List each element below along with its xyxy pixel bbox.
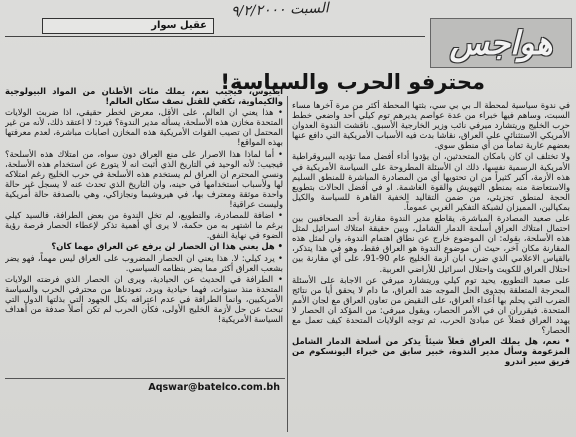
paragraph: • هل يعني هذا ان الحصار لن يرفع عن العراق مهما كان؟ bbox=[51, 241, 283, 252]
paragraph: • أما لماذا هذا الاصرار على منع العراق دون سواه، من امتلاك هذه الأسلحة؟ فيجيب: لأنه الوحيد في التاريخ الذي أثبت انه لا يتورع عن استخدام هذه الأسلحة، ونسي المحترم ان العراق لم يستخدم هذه الأسلحة في حرب الخليج رغم امتلاكه لها ولأسباب استخدامها في حينه، وان التاريخ الذي تحدث عنه لا يسجل غير حالة واحدة موثقة ومعترف بها، في هيروشيما ونجازاكي، وهي بالصدفة حالة أمريكية وليست عراقية! bbox=[5, 148, 283, 210]
right-text-column bbox=[292, 100, 570, 432]
author-email: Aqswar@batelco.com.bh bbox=[148, 382, 280, 393]
article-title: محترفو الحرب والسياسة! bbox=[220, 70, 485, 94]
paragraph: • الطرافة في الحديث عن الحيادية، ويرى ان الحصار الذي فرضته الولايات المتحدة منذ سنوات، فهما حيادية ويرد، تعودناها من محترفي الحرب والسياسة الأمريكيين، وانما الطرافة في عدم اعترافه بكل الجهود التي بذلتها الدول التي تبحث عن حل لأزمة الخليج الأولى، فكأن الحرب لم تكن أصلاً صدفة من أهداف السياسة الأمريكية! bbox=[5, 273, 283, 325]
email-divider bbox=[5, 378, 285, 379]
paragraph: ولا تختلف ان كان بامكان المتحدثين، ان يؤدوا أداء أفضل مما تؤديه البيروقراطية الأمريكية الرسمية نفسها، ذلك ان الأسئلة المطروحة على السياسة الأمريكية في هذه الأزمة، أكبر كثيراً من ان تحتويها أي من المصادرة المباشرة للمنطق السليم والاستعاضة منه بمنطق التهويش والقوة الغاشمة. او في أفضل الحالات بتطويع الحجة لمنطق تجزيئي، من ضمن التقاليد الخفية القاهرة للسياسة والكيل بمكيالين، المميزان لشبكة التفكير الغربي عموماً. bbox=[292, 151, 570, 212]
column-logo-box bbox=[430, 18, 572, 68]
paragraph: ايكيوس، فيجيب نعم، يملك مئات الأطنان من المواد البيولوجية والكيماوية، تكفي للقتل نصف سكان العالم! bbox=[5, 86, 283, 107]
paragraph: على صعيد التطويع، يحيد توم كيلي وريتشارد ميرفي عن الاجابة على الأسئلة المحرجة المتعلقة بجدوى الحل الموجه ضد العراق، ما دام لا يحقق أيا من نتائج الضرب التي يحلم بها أعداء العراق، على النقيض من تعاون العراق مع لجان الأمم المتحدة. فيقرران ان في الأمر الحصار، ويقول ميرفي: من المؤكد ان الحصار لا يهدد العراق فضلاً عن مبادئ الحرب، ثم توجه الولايات المتحدة كيف تعمل مع الحصار؟ bbox=[292, 274, 570, 336]
column-name: هواجس bbox=[449, 24, 553, 62]
paragraph: • اضافة للمصادرة، والتطويع، لم تخل الندوة من بعض الطرافة، فالسيد كيلي برغم ما اشتهر به من حكمة، لا يرى أي أهمية تذكر لإعطاء الحصار فرصة رؤية الضوء في نهاية النفق. bbox=[5, 210, 283, 241]
handwritten-date: السبت ٩/٢/٢٠٠٠ bbox=[230, 0, 330, 20]
paragraph: في ندوة سياسية لمحطة الـ بي بي سي، بثتها المحطة أكثر من مرة آخرها مساء السبت، وساهم فيها خبراء من عدة عواصم يديرهم توم كيلي أحد واضعي خطط حرب الخليج وريتشارد ميرفي نائب وزير الخارجية الأسبق. ناقشت الندوة العدوان الأمريكي الاستثنائي على العراق، نقاشا بدت فيه الأسباب الأمريكية التي دافع عنها بعضهم عارية تماماً من أي منطق سوي. bbox=[292, 100, 570, 151]
paragraph: • يرد كيلي: لا. هذا يعني ان الحصار المضروب على العراق ليس مهماً، فهو يضر بشعب العراق أكثر مما يضر بنظامه السياسي. bbox=[5, 252, 283, 273]
author-byline-box bbox=[42, 18, 214, 34]
column-divider bbox=[287, 96, 288, 432]
paragraph: • هذا يعني ان العالم، على الأقل، معرض لخطر حقيقي، اذا ضربت الولايات المتحدة مخازن هذه الأسلحة، يسأله مدير الندوة؟ فيرد: لا اعتقد ذلك، لأنه من غير المحتمل ان تصيب القوات الأمريكية هذه المخازن اصابات مباشرة، لعدم معرفتها بهذه المواقع! bbox=[5, 107, 283, 148]
header-divider bbox=[5, 36, 425, 37]
author-name: عقيل سوار bbox=[151, 20, 207, 31]
left-text-column bbox=[5, 86, 283, 376]
paragraph: على صعيد المصادرة المباشرة، يقاطع مدير الندوة مقارنة أحد الصحافيين بين احتمال امتلاك العراق أسلحة الدمار الشامل، وبين حقيقة امتلاك اسرائيل لمثل هذه الأسلحة، بقوله: ان الموضوع خارج عن نطاق اهتمام الندوة، وان لمثل هذه المقارنة مكان آخر، حيث ان موضوع الندوة هو العراق فقط، وهو في هذا يتذكر، بالقياس الاعلامي الذي ضرب ابان أزمة الخليج عام 90-91، على أي مقارنة بين احتلال العراق للكويت واحتلال اسرائيل للأراضي العربية. bbox=[292, 213, 570, 274]
paragraph: • نعم، هل يملك العراق فعلاً شيئاً يذكر من أسلحة الدمار الشامل المزعومة وسأل مدير الندوة، خبير سابق من خبراء اليونسكوم من فريق سير اندرو bbox=[292, 336, 570, 367]
